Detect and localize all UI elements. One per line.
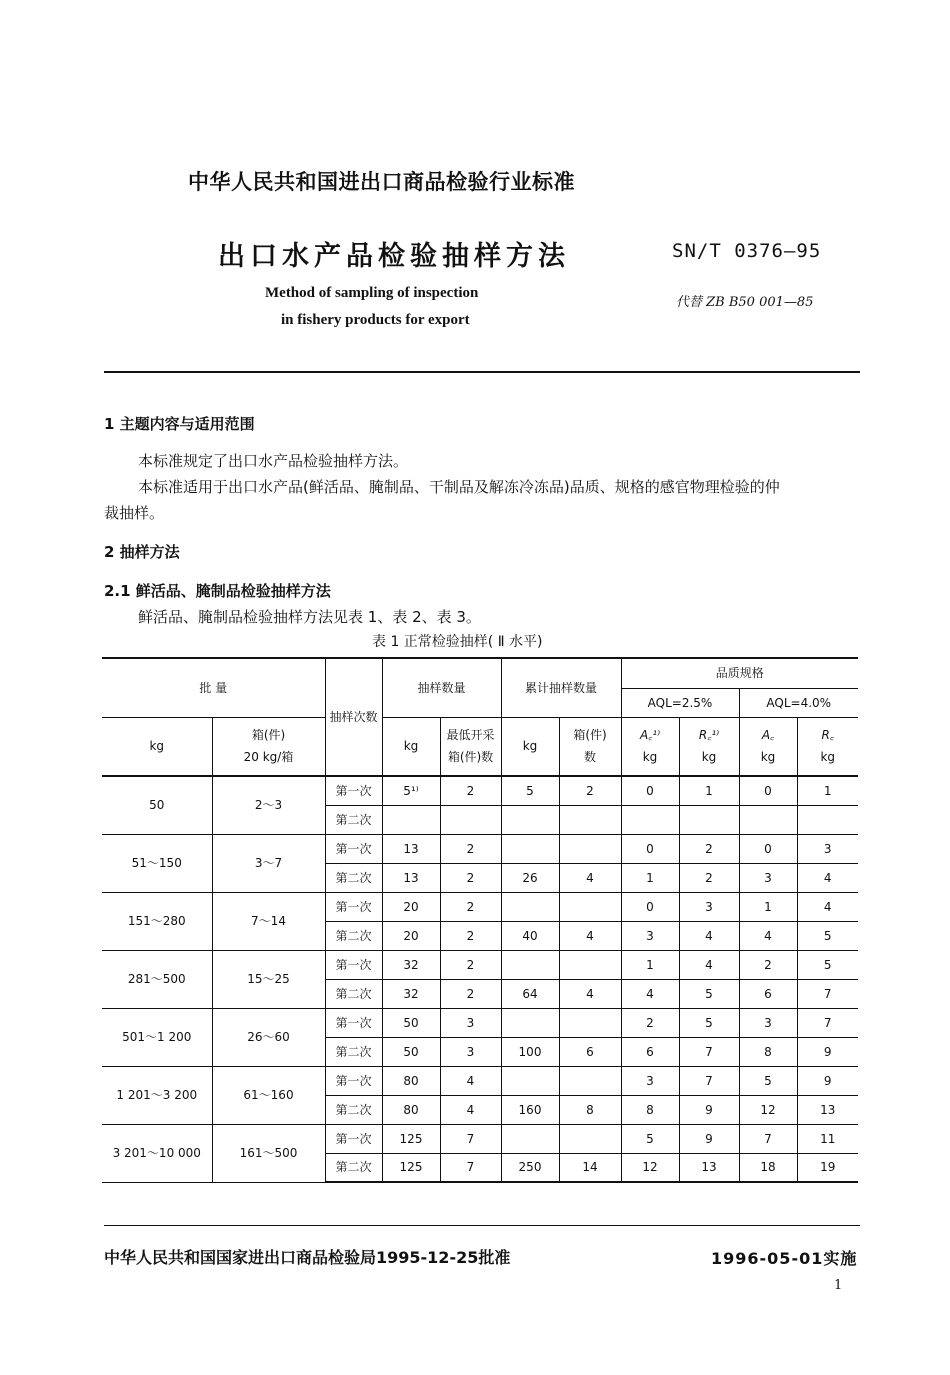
value-cell: 80	[382, 1095, 440, 1124]
value-cell: 6	[739, 979, 797, 1008]
table-row	[102, 950, 858, 979]
value-cell	[501, 1124, 559, 1153]
batch-kg-cell: 281～500	[102, 950, 212, 1008]
batch-kg-cell: 50	[102, 776, 212, 834]
value-cell: 20	[382, 921, 440, 950]
value-cell	[559, 950, 621, 979]
value-cell: 5¹⁾	[382, 776, 440, 805]
header-sampling-times: 抽样次数	[325, 658, 382, 776]
value-cell: 125	[382, 1124, 440, 1153]
value-cell	[501, 892, 559, 921]
second-sampling-cell: 第二次	[325, 1037, 382, 1066]
value-cell: 2	[679, 863, 739, 892]
second-sampling-cell: 第二次	[325, 1095, 382, 1124]
section-2-1-title: 2.1 鲜活品、腌制品检验抽样方法	[104, 582, 331, 600]
first-sampling-cell: 第一次	[325, 1124, 382, 1153]
value-cell: 4	[797, 863, 858, 892]
value-cell: 12	[739, 1095, 797, 1124]
value-cell: 13	[797, 1095, 858, 1124]
value-cell: 6	[621, 1037, 679, 1066]
value-cell: 9	[679, 1124, 739, 1153]
value-cell: 3	[440, 1008, 501, 1037]
section-2-1-paragraph: 鲜活品、腌制品检验抽样方法见表 1、表 2、表 3。	[138, 608, 481, 626]
value-cell: 5	[797, 921, 858, 950]
second-sampling-cell: 第二次	[325, 979, 382, 1008]
value-cell: 2	[440, 950, 501, 979]
value-cell	[679, 805, 739, 834]
value-cell	[559, 805, 621, 834]
value-cell: 125	[382, 1153, 440, 1182]
batch-kg-cell: 151～280	[102, 892, 212, 950]
header-re1-unit: kg	[701, 750, 717, 765]
section-1-paragraph-1: 本标准规定了出口水产品检验抽样方法。	[138, 452, 409, 470]
value-cell: 2	[440, 921, 501, 950]
value-cell	[440, 805, 501, 834]
value-cell: 2	[739, 950, 797, 979]
value-cell: 4	[797, 892, 858, 921]
value-cell: 8	[559, 1095, 621, 1124]
value-cell: 6	[559, 1037, 621, 1066]
value-cell: 4	[621, 979, 679, 1008]
value-cell: 0	[621, 834, 679, 863]
header-sample-kg: kg	[382, 717, 440, 776]
table-caption: 表 1 正常检验抽样( Ⅱ 水平)	[372, 634, 543, 650]
table-row	[102, 834, 858, 863]
value-cell: 8	[621, 1095, 679, 1124]
table-row	[102, 1124, 858, 1153]
value-cell: 7	[679, 1037, 739, 1066]
value-cell: 0	[739, 776, 797, 805]
header-ac1-unit: kg	[642, 750, 658, 765]
value-cell: 13	[679, 1153, 739, 1182]
value-cell: 64	[501, 979, 559, 1008]
value-cell: 100	[501, 1037, 559, 1066]
header-cumulative: 累计抽样数量	[501, 658, 621, 717]
value-cell: 5	[679, 979, 739, 1008]
document-title: 出口水产品检验抽样方法	[218, 241, 570, 272]
batch-box-cell: 15～25	[212, 950, 325, 1008]
header-min-box	[440, 717, 501, 776]
header-re2-symbol: R꜀	[821, 728, 834, 743]
first-sampling-cell: 第一次	[325, 1008, 382, 1037]
standard-code: SN/T 0376—95	[672, 240, 822, 262]
value-cell: 9	[797, 1037, 858, 1066]
header-ac2-unit: kg	[760, 750, 776, 765]
value-cell: 32	[382, 979, 440, 1008]
header-quality: 品质规格	[621, 658, 858, 688]
value-cell: 4	[440, 1095, 501, 1124]
value-cell: 3	[797, 834, 858, 863]
effective-date: 1996-05-01实施	[711, 1249, 858, 1268]
value-cell: 9	[797, 1066, 858, 1095]
table-row	[102, 1066, 858, 1095]
second-sampling-cell: 第二次	[325, 921, 382, 950]
value-cell: 1	[739, 892, 797, 921]
header-sample-size: 抽样数量	[382, 658, 501, 717]
sampling-table	[102, 657, 858, 1183]
header-cum-box-line2: 数	[583, 750, 596, 765]
value-cell: 3	[621, 921, 679, 950]
value-cell: 2	[621, 1008, 679, 1037]
batch-kg-cell: 1 201～3 200	[102, 1066, 212, 1124]
value-cell: 12	[621, 1153, 679, 1182]
value-cell	[559, 892, 621, 921]
header-ac2-symbol: A꜀	[761, 728, 775, 743]
header-re2-unit: kg	[820, 750, 836, 765]
value-cell: 50	[382, 1008, 440, 1037]
header-cum-kg: kg	[501, 717, 559, 776]
header-cum-box-line1: 箱(件)	[573, 728, 607, 743]
value-cell: 2	[440, 776, 501, 805]
section-1-paragraph-2-cont: 裁抽样。	[104, 504, 165, 522]
value-cell: 1	[621, 950, 679, 979]
footer-rule	[104, 1225, 860, 1226]
english-title-line2: in fishery products for export	[281, 312, 470, 328]
value-cell	[501, 950, 559, 979]
value-cell	[382, 805, 440, 834]
value-cell	[501, 834, 559, 863]
batch-kg-cell: 3 201～10 000	[102, 1124, 212, 1182]
first-sampling-cell: 第一次	[325, 1066, 382, 1095]
header-rule	[104, 371, 860, 373]
approval-note: 中华人民共和国国家进出口商品检验局1995-12-25批准	[104, 1248, 511, 1267]
value-cell: 4	[679, 921, 739, 950]
table-row	[102, 1008, 858, 1037]
value-cell: 26	[501, 863, 559, 892]
value-cell: 4	[559, 979, 621, 1008]
header-kg: kg	[102, 717, 212, 776]
value-cell: 20	[382, 892, 440, 921]
value-cell: 50	[382, 1037, 440, 1066]
batch-box-cell: 161～500	[212, 1124, 325, 1182]
value-cell: 40	[501, 921, 559, 950]
value-cell: 1	[621, 863, 679, 892]
value-cell	[501, 1066, 559, 1095]
header-re1	[679, 717, 739, 776]
value-cell: 4	[679, 950, 739, 979]
batch-box-cell: 7～14	[212, 892, 325, 950]
value-cell: 7	[440, 1124, 501, 1153]
value-cell: 0	[621, 892, 679, 921]
section-1-title: 1 主题内容与适用范围	[104, 415, 255, 433]
value-cell	[559, 834, 621, 863]
value-cell	[797, 805, 858, 834]
header-ac1-symbol: A꜀¹⁾	[639, 728, 661, 743]
value-cell: 5	[621, 1124, 679, 1153]
value-cell: 3	[679, 892, 739, 921]
section-2-title: 2 抽样方法	[104, 543, 180, 561]
value-cell: 32	[382, 950, 440, 979]
value-cell: 4	[559, 863, 621, 892]
value-cell: 2	[440, 979, 501, 1008]
header-ac2	[739, 717, 797, 776]
header-min-box-line2: 箱(件)数	[447, 750, 494, 765]
header-re1-symbol: R꜀¹⁾	[698, 728, 720, 743]
header-box	[212, 717, 325, 776]
value-cell: 2	[440, 863, 501, 892]
value-cell: 19	[797, 1153, 858, 1182]
batch-kg-cell: 501～1 200	[102, 1008, 212, 1066]
batch-box-cell: 61～160	[212, 1066, 325, 1124]
value-cell: 3	[739, 1008, 797, 1037]
value-cell: 2	[440, 892, 501, 921]
value-cell	[559, 1008, 621, 1037]
header-min-box-line1: 最低开采	[446, 728, 495, 743]
second-sampling-cell: 第二次	[325, 805, 382, 834]
value-cell: 250	[501, 1153, 559, 1182]
value-cell: 1	[797, 776, 858, 805]
value-cell: 5	[797, 950, 858, 979]
value-cell: 7	[739, 1124, 797, 1153]
header-aql-2-5: AQL=2.5%	[621, 688, 739, 717]
first-sampling-cell: 第一次	[325, 892, 382, 921]
value-cell: 8	[739, 1037, 797, 1066]
value-cell: 13	[382, 834, 440, 863]
value-cell	[501, 1008, 559, 1037]
value-cell: 18	[739, 1153, 797, 1182]
value-cell	[739, 805, 797, 834]
table-row	[102, 776, 858, 805]
value-cell: 0	[739, 834, 797, 863]
value-cell: 2	[440, 834, 501, 863]
value-cell: 7	[440, 1153, 501, 1182]
second-sampling-cell: 第二次	[325, 1153, 382, 1182]
batch-box-cell: 2～3	[212, 776, 325, 834]
header-re2	[797, 717, 858, 776]
value-cell: 3	[440, 1037, 501, 1066]
value-cell: 2	[679, 834, 739, 863]
value-cell: 2	[559, 776, 621, 805]
value-cell	[621, 805, 679, 834]
value-cell	[501, 805, 559, 834]
value-cell: 5	[501, 776, 559, 805]
first-sampling-cell: 第一次	[325, 776, 382, 805]
replaces-note: 代替 ZB B50 001—85	[676, 295, 814, 310]
value-cell: 1	[679, 776, 739, 805]
header-box-line1: 箱(件)	[251, 728, 286, 743]
value-cell: 3	[621, 1066, 679, 1095]
page-number: 1	[834, 1278, 843, 1293]
header-cum-box	[559, 717, 621, 776]
value-cell: 0	[621, 776, 679, 805]
value-cell: 160	[501, 1095, 559, 1124]
header-box-line2: 20 kg/箱	[243, 750, 294, 765]
section-1-paragraph-2: 本标准适用于出口水产品(鲜活品、腌制品、干制品及解冻冷冻品)品质、规格的感官物理检验的仲	[138, 478, 780, 496]
header-ac1	[621, 717, 679, 776]
value-cell: 3	[739, 863, 797, 892]
value-cell: 4	[440, 1066, 501, 1095]
value-cell: 4	[739, 921, 797, 950]
value-cell: 9	[679, 1095, 739, 1124]
first-sampling-cell: 第一次	[325, 834, 382, 863]
second-sampling-cell: 第二次	[325, 863, 382, 892]
value-cell: 4	[559, 921, 621, 950]
value-cell	[559, 1124, 621, 1153]
standard-category: 中华人民共和国进出口商品检验行业标准	[188, 170, 575, 194]
value-cell: 7	[797, 1008, 858, 1037]
english-title-line1: Method of sampling of inspection	[265, 285, 479, 301]
table-row	[102, 892, 858, 921]
value-cell: 13	[382, 863, 440, 892]
batch-box-cell: 26～60	[212, 1008, 325, 1066]
value-cell: 5	[739, 1066, 797, 1095]
value-cell: 5	[679, 1008, 739, 1037]
first-sampling-cell: 第一次	[325, 950, 382, 979]
value-cell: 80	[382, 1066, 440, 1095]
value-cell: 7	[679, 1066, 739, 1095]
batch-kg-cell: 51～150	[102, 834, 212, 892]
value-cell	[559, 1066, 621, 1095]
value-cell: 11	[797, 1124, 858, 1153]
batch-box-cell: 3～7	[212, 834, 325, 892]
header-aql-4-0: AQL=4.0%	[739, 688, 858, 717]
value-cell: 7	[797, 979, 858, 1008]
header-batch: 批 量	[102, 658, 325, 717]
value-cell: 14	[559, 1153, 621, 1182]
